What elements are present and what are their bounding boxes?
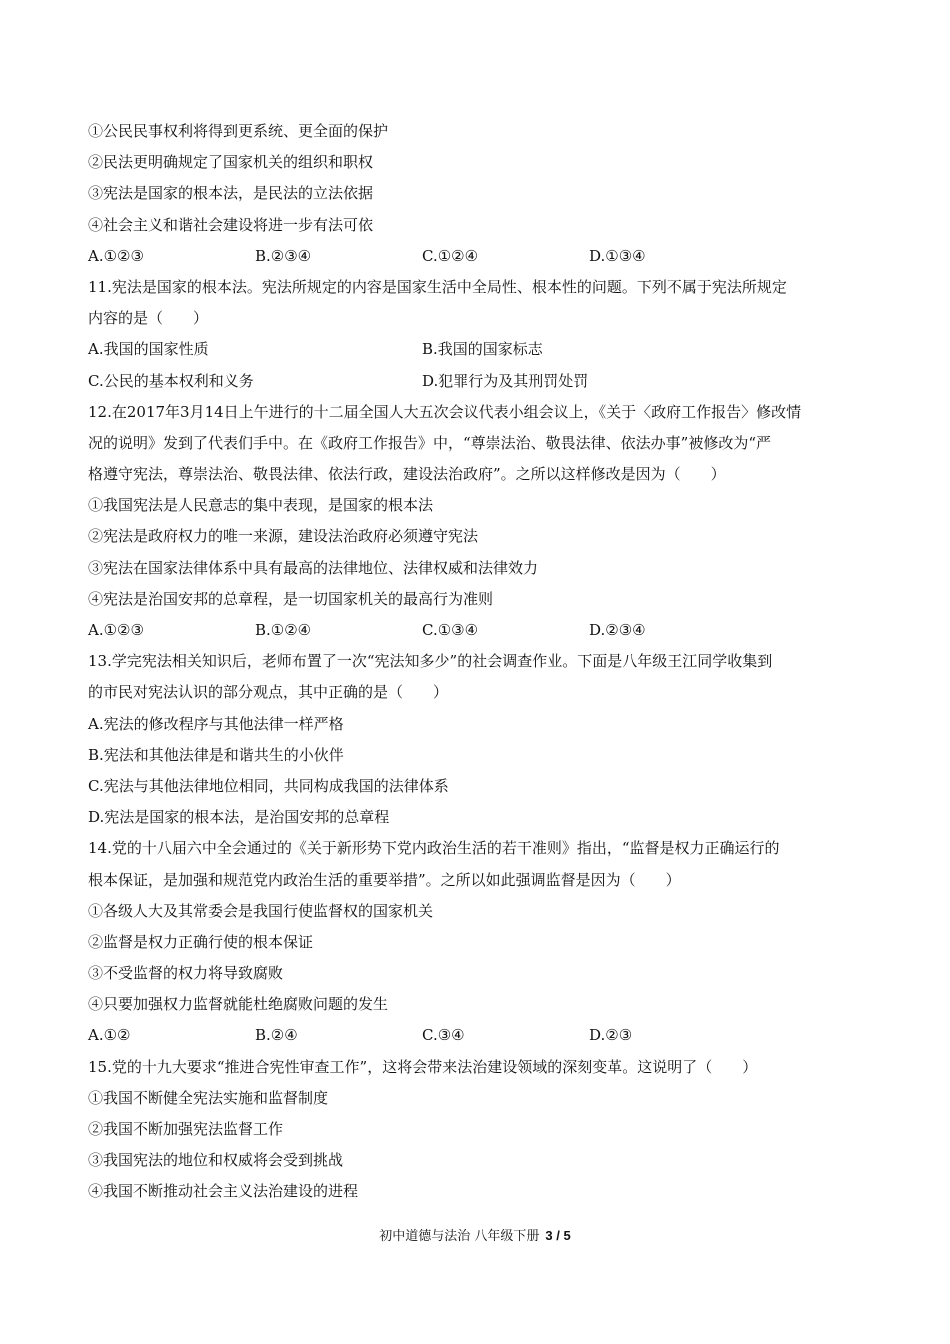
answer-options bbox=[88, 241, 868, 272]
option-b: B.我国的国家标志 bbox=[422, 340, 543, 359]
question-stem: 15.党的十九大要求“推进合宪性审查工作”，这将会带来法治建设领域的深刻变革。这说明了（ ） bbox=[88, 1057, 758, 1076]
answer-options bbox=[88, 366, 868, 397]
option-d: D.犯罪行为及其刑罚处罚 bbox=[422, 371, 589, 390]
question-stem: 13.学完宪法相关知识后，老师布置了一次“宪法知多少”的社会调查作业。下面是八年级王江同学收集到 bbox=[88, 652, 773, 671]
option-d: D.宪法是国家的根本法，是治国安邦的总章程 bbox=[88, 808, 390, 827]
option-a: A.①②③ bbox=[88, 621, 144, 639]
statement: ①各级人大及其常委会是我国行使监督权的国家机关 bbox=[88, 901, 434, 920]
statement: ④宪法是治国安邦的总章程，是一切国家机关的最高行为准则 bbox=[88, 589, 494, 608]
page-footer bbox=[0, 1226, 950, 1247]
question-stem: 格遵守宪法，尊崇法治、敬畏法律、依法行政，建设法治政府”。之所以这样修改是因为（ ） bbox=[88, 465, 726, 484]
option-d: D.②③ bbox=[589, 1026, 633, 1045]
statement: ①我国宪法是人民意志的集中表现，是国家的根本法 bbox=[88, 496, 434, 515]
statement: ①公民民事权利将得到更系统、更全面的保护 bbox=[88, 122, 389, 140]
statement: ②民法更明确规定了国家机关的组织和职权 bbox=[88, 153, 374, 172]
statement: ④社会主义和谐社会建设将进一步有法可依 bbox=[88, 215, 374, 234]
option-c: C.①②④ bbox=[422, 246, 479, 265]
option-a: A.①② bbox=[88, 1026, 131, 1045]
option-d: D.①③④ bbox=[589, 246, 646, 265]
statement: ③宪法是国家的根本法，是民法的立法依据 bbox=[88, 184, 374, 203]
question-stem: 况的说明》发到了代表们手中。在《政府工作报告》中，“尊崇法治、敬畏法律、依法办事”被修改为“严 bbox=[88, 433, 772, 452]
statement: ③不受监督的权力将导致腐败 bbox=[88, 964, 284, 983]
question-stem: 11.宪法是国家的根本法。宪法所规定的内容是国家生活中全局性、根本性的问题。下列不属于宪法所规定 bbox=[88, 277, 787, 296]
question-stem: 12.在2017年3月14日上午进行的十二届全国人大五次会议代表小组会议上，《关于〈政府工作报告〉修改情 bbox=[88, 402, 802, 421]
question-stem: 内容的是（ ） bbox=[88, 309, 209, 328]
question-stem: 14.党的十八届六中全会通过的《关于新形势下党内政治生活的若干准则》指出，“监督是权力正确运行的 bbox=[88, 839, 780, 858]
footer-title: 初中道德与法治 八年级下册 bbox=[379, 1229, 540, 1244]
question-stem: 根本保证，是加强和规范党内政治生活的重要举措”。之所以如此强调监督是因为（ ） bbox=[88, 870, 681, 889]
statement: ②宪法是政府权力的唯一来源，建设法治政府必须遵守宪法 bbox=[88, 527, 479, 546]
option-b: B.①②④ bbox=[255, 621, 312, 639]
statement: ①我国不断健全宪法实施和监督制度 bbox=[88, 1088, 329, 1107]
statement: ④只要加强权力监督就能杜绝腐败问题的发生 bbox=[88, 995, 389, 1014]
answer-options bbox=[88, 334, 868, 365]
option-a: A.①②③ bbox=[88, 246, 144, 265]
answer-options bbox=[88, 615, 868, 646]
option-b: B.②③④ bbox=[255, 246, 312, 265]
option-c: C.①③④ bbox=[422, 621, 479, 639]
option-b: B.②④ bbox=[255, 1026, 298, 1045]
page-number: 3 / 5 bbox=[545, 1228, 571, 1243]
option-c: C.③④ bbox=[422, 1026, 465, 1045]
option-c: C.公民的基本权利和义务 bbox=[88, 371, 254, 390]
option-a: A.宪法的修改程序与其他法律一样严格 bbox=[88, 714, 344, 733]
statement: ④我国不断推动社会主义法治建设的进程 bbox=[88, 1182, 359, 1201]
answer-options bbox=[88, 1020, 868, 1051]
question-stem: 的市民对宪法认识的部分观点，其中正确的是（ ） bbox=[88, 683, 449, 702]
statement: ③宪法在国家法律体系中具有最高的法律地位、法律权威和法律效力 bbox=[88, 558, 539, 577]
option-d: D.②③④ bbox=[589, 621, 646, 639]
option-c: C.宪法与其他法律地位相同，共同构成我国的法律体系 bbox=[88, 776, 449, 795]
statement: ③我国宪法的地位和权威将会受到挑战 bbox=[88, 1151, 344, 1170]
option-b: B.宪法和其他法律是和谐共生的小伙伴 bbox=[88, 745, 344, 764]
exam-page bbox=[88, 116, 868, 1208]
option-a: A.我国的国家性质 bbox=[88, 340, 209, 359]
statement: ②监督是权力正确行使的根本保证 bbox=[88, 932, 314, 951]
statement: ②我国不断加强宪法监督工作 bbox=[88, 1120, 284, 1138]
